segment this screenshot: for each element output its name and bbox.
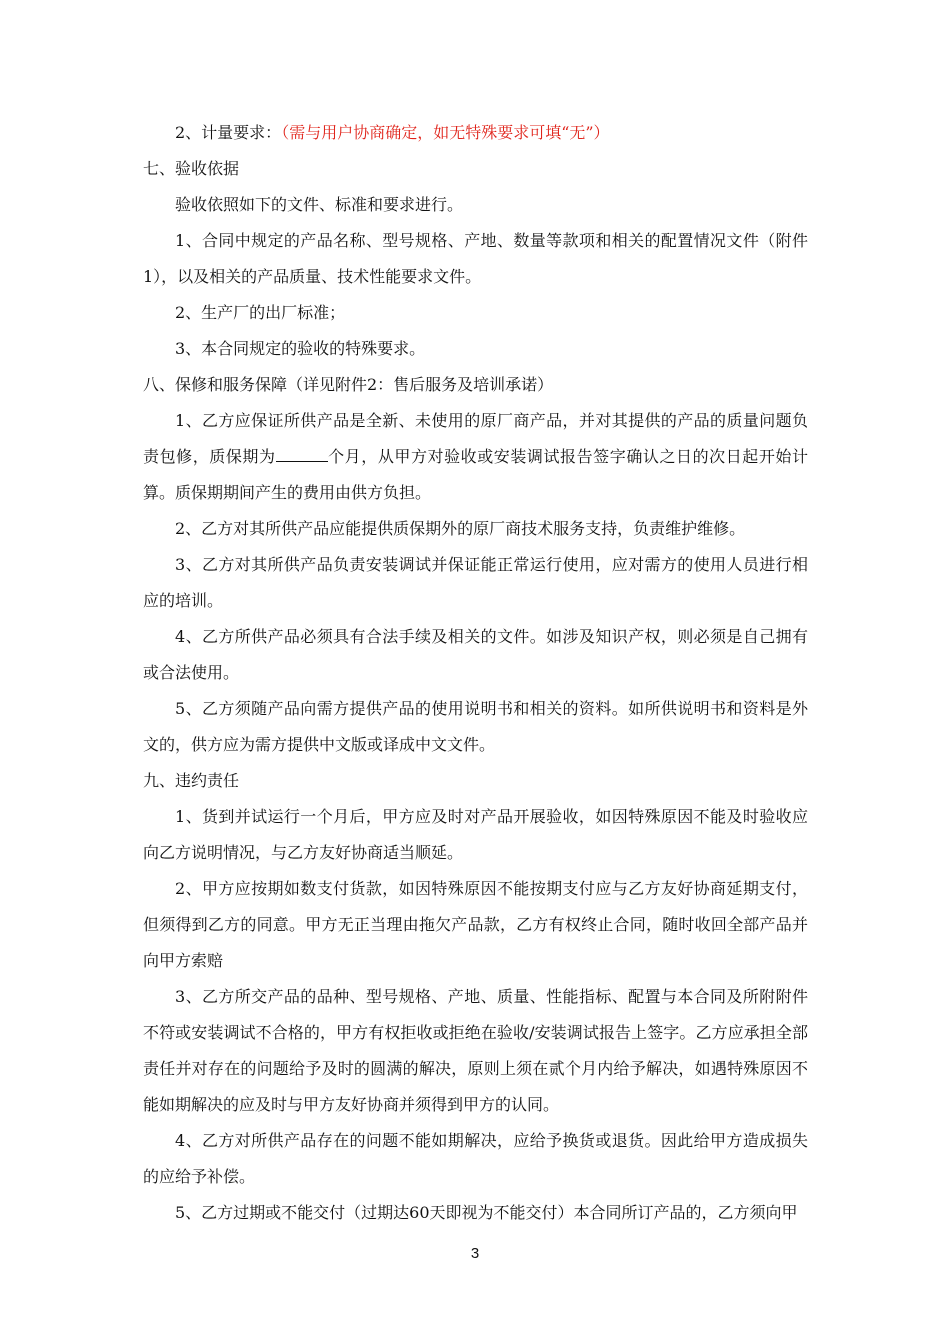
warranty-item-1 xyxy=(143,403,808,511)
liability-item-5: 5、乙方过期或不能交付（过期达60天即视为不能交付）本合同所订产品的，乙方须向甲 xyxy=(175,1203,798,1222)
liability-item-4: 4、乙方对所供产品存在的问题不能如期解决，应给予换货或退货。因此给甲方造成损失的应给予补偿。 xyxy=(143,1131,808,1186)
warranty-item-1-before: 1、乙方应保证所供产品是全新、未使用的原厂商产品，并对其提供的产品的质量问题负责包修，质保期为 xyxy=(143,411,808,466)
measurement-requirement-label: 2、计量要求： xyxy=(175,123,282,142)
document-body xyxy=(143,115,808,1231)
liability-item-3: 3、乙方所交产品的品种、型号规格、产地、质量、性能指标、配置与本合同及所附附件不符或安装调试不合格的，甲方有权拒收或拒绝在验收/安装调试报告上签字。乙方应承担全部责任并对存在的问题给予及时的圆满的解决，原则上须在贰个月内给予解决，如遇特殊原因不能如期解决的应及时与甲方友好协商并须得到甲方的认同。 xyxy=(143,987,808,1114)
warranty-item-2: 2、乙方对其所供产品应能提供质保期外的原厂商技术服务支持，负责维护维修。 xyxy=(175,519,746,538)
section-heading-liability: 九、违约责任 xyxy=(143,771,240,790)
warranty-item-5: 5、乙方须随产品向需方提供产品的使用说明书和相关的资料。如所供说明书和资料是外文的，供方应为需方提供中文版或译成中文文件。 xyxy=(143,699,808,754)
warranty-item-4: 4、乙方所供产品必须具有合法手续及相关的文件。如涉及知识产权，则必须是自己拥有或合法使用。 xyxy=(143,627,808,682)
warranty-period-blank xyxy=(276,445,328,462)
page-number: 3 xyxy=(470,1245,480,1262)
acceptance-item-3: 3、本合同规定的验收的特殊要求。 xyxy=(175,339,426,358)
warranty-item-3: 3、乙方对其所供产品负责安装调试并保证能正常运行使用，应对需方的使用人员进行相应的培训。 xyxy=(143,555,808,610)
section-heading-acceptance: 七、验收依据 xyxy=(143,159,240,178)
measurement-requirement xyxy=(143,115,808,151)
section-heading-warranty: 八、保修和服务保障（详见附件2：售后服务及培训承诺） xyxy=(143,375,554,394)
acceptance-intro: 验收依照如下的文件、标准和要求进行。 xyxy=(175,195,464,214)
acceptance-item-1: 1、合同中规定的产品名称、型号规格、产地、数量等款项和相关的配置情况文件（附件1），以及相关的产品质量、技术性能要求文件。 xyxy=(143,231,808,286)
liability-item-1: 1、货到并试运行一个月后，甲方应及时对产品开展验收，如因特殊原因不能及时验收应向乙方说明情况，与乙方友好协商适当顺延。 xyxy=(143,807,808,862)
acceptance-item-2: 2、生产厂的出厂标准； xyxy=(175,303,346,322)
warranty-item-1-after: 个月，从甲方对验收或安装调试报告签字确认之日的次日起开始计算。质保期期间产生的费用由供方负担。 xyxy=(143,447,808,502)
liability-item-2: 2、甲方应按期如数支付货款，如因特殊原因不能按期支付应与乙方友好协商延期支付，但须得到乙方的同意。甲方无正当理由拖欠产品款，乙方有权终止合同，随时收回全部产品并向甲方索赔 xyxy=(143,879,808,970)
measurement-requirement-note: （需与用户协商确定，如无特殊要求可填“无”） xyxy=(281,123,610,142)
